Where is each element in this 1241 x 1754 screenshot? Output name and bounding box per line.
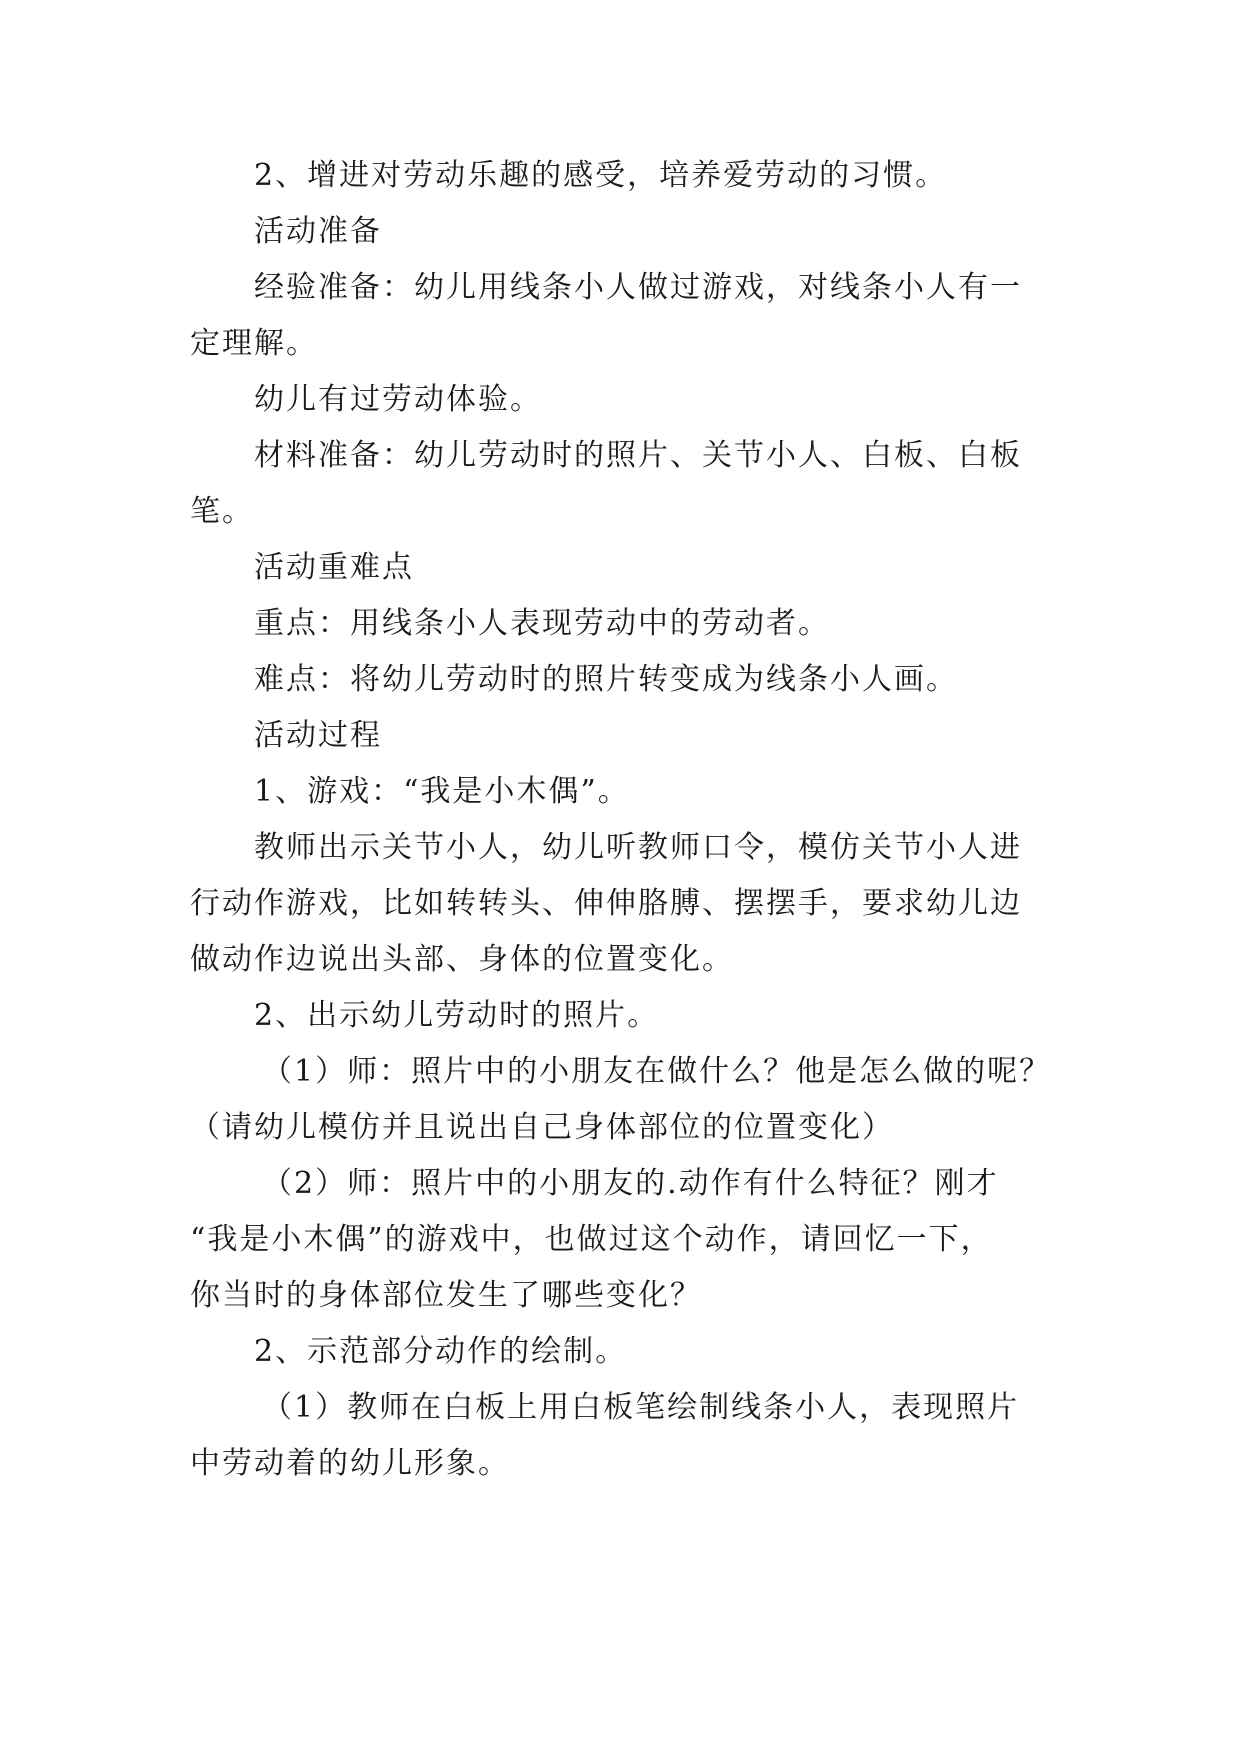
paragraph-step-1-game: 1、游戏：“我是小木偶”。 (254, 774, 630, 809)
paragraph-material-prep-line-2: 笔。 (190, 494, 254, 529)
paragraph-experience-prep-line-2: 定理解。 (190, 326, 318, 361)
paragraph-step-2-sub-1-line-1: （1）师：照片中的小朋友在做什么？他是怎么做的呢？ (262, 1054, 1052, 1089)
paragraph-step-1-detail-line-3: 做动作边说出头部、身体的位置变化。 (190, 942, 734, 977)
paragraph-step-1-detail-line-1: 教师出示关节小人，幼儿听教师口令，模仿关节小人进 (254, 830, 1022, 865)
paragraph-step-2-photos: 2、出示幼儿劳动时的照片。 (254, 998, 660, 1033)
paragraph-labor-experience: 幼儿有过劳动体验。 (254, 382, 542, 417)
paragraph-step-2-sub-2-line-2: “我是小木偶”的游戏中，也做过这个动作，请回忆一下， (190, 1222, 993, 1257)
heading-key-difficult-points: 活动重难点 (254, 550, 414, 585)
paragraph-goal-2: 2、增进对劳动乐趣的感受，培养爱劳动的习惯。 (254, 158, 948, 193)
paragraph-material-prep-line-1: 材料准备：幼儿劳动时的照片、关节小人、白板、白板 (254, 438, 1022, 473)
paragraph-step-2-sub-2-line-1: （2）师：照片中的小朋友的.动作有什么特征？刚才 (262, 1166, 999, 1201)
paragraph-experience-prep-line-1: 经验准备：幼儿用线条小人做过游戏，对线条小人有一 (254, 270, 1022, 305)
paragraph-step-1-detail-line-2: 行动作游戏，比如转转头、伸伸胳膊、摆摆手，要求幼儿边 (190, 886, 1022, 921)
heading-activity-preparation: 活动准备 (254, 214, 382, 249)
paragraph-step-3-sub-1-line-2: 中劳动着的幼儿形象。 (190, 1446, 510, 1481)
paragraph-key-point: 重点：用线条小人表现劳动中的劳动者。 (254, 606, 830, 641)
paragraph-step-2-sub-2-line-3: 你当时的身体部位发生了哪些变化？ (190, 1278, 702, 1313)
heading-activity-process: 活动过程 (254, 718, 382, 753)
paragraph-step-3-sub-1-line-1: （1）教师在白板上用白板笔绘制线条小人，表现照片 (262, 1390, 1020, 1425)
paragraph-difficult-point: 难点：将幼儿劳动时的照片转变成为线条小人画。 (254, 662, 958, 697)
paragraph-step-2-sub-1-line-2: （请幼儿模仿并且说出自己身体部位的位置变化） (190, 1110, 894, 1145)
paragraph-step-3-demo: 2、示范部分动作的绘制。 (254, 1334, 628, 1369)
